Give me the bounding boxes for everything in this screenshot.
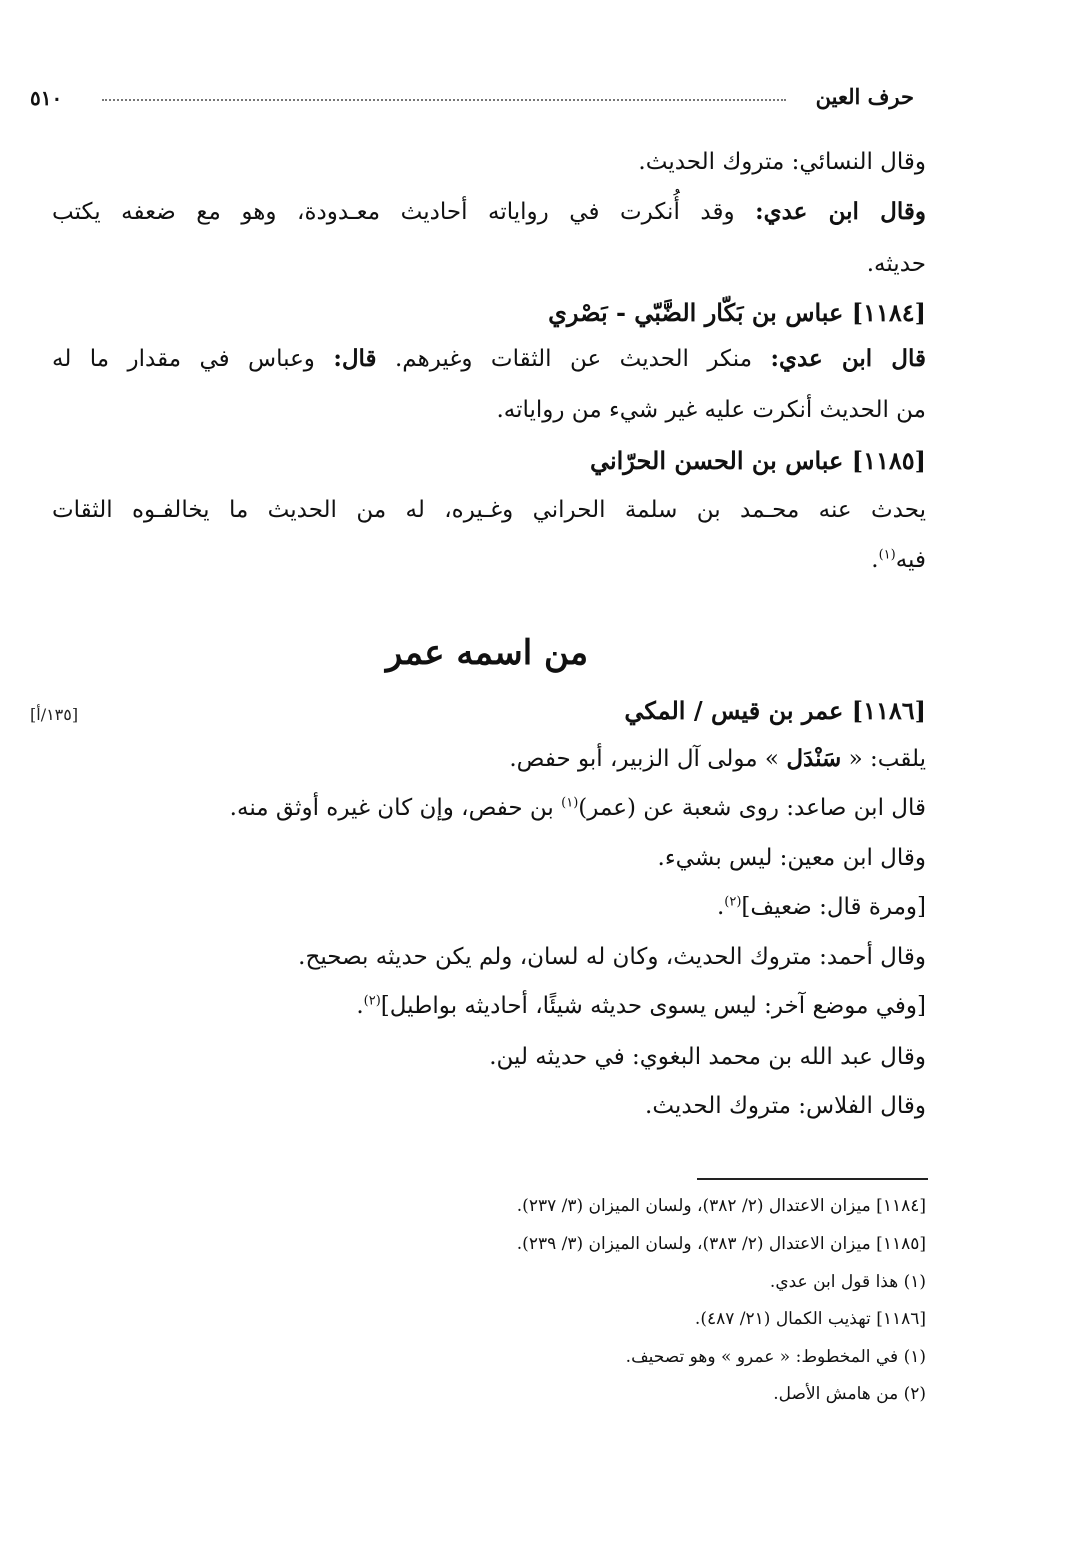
- footnote-ref: (٢): [724, 894, 742, 910]
- footnote-ref: (٢): [363, 993, 381, 1009]
- text-line: وقال ابن معين: ليس بشيء.: [657, 845, 926, 871]
- text-line: [وفي موضع آخر: ليس يسوى حديثه شيئًا، أحاديثه بواطيل]$^{(٢)}$.: [356, 993, 926, 1019]
- footnote-separator: [697, 1178, 928, 1180]
- header-dotted-rule: [102, 99, 786, 101]
- margin-folio-note: [١٣٥/أ]: [30, 705, 79, 724]
- text-line: [ومرة قال: ضعيف]$^{(٢)}$.: [716, 894, 926, 920]
- entry-heading-1184: [١١٨٤] عباس بن بَكّار الضَّبّي - بَصْري: [548, 298, 926, 327]
- text-line: من الحديث أنكرت عليه غير شيء من رواياته.: [496, 397, 926, 423]
- footnote: [١١٨٤] ميزان الاعتدال (٢/ ٣٨٢)، ولسان الميزان (٣/ ٢٣٧).: [516, 1196, 926, 1216]
- text-line: وقال النسائي: متروك الحديث.: [638, 149, 926, 175]
- text-line: يحدث عنه محـمد بن سلمة الحراني وغـيره، له من الحديث ما يخالفـوه الثقات: [52, 497, 926, 523]
- text-line: وقال عبد الله بن محمد البغوي: في حديثه لين.: [489, 1044, 926, 1070]
- text-line: قال ابن عدي: منكر الحديث عن الثقات وغيرهم. قال: وعباس في مقدار ما له: [52, 345, 926, 372]
- footnote-ref: (١): [878, 547, 896, 563]
- text-line: وقال ابن عدي: وقد أُنكرت في رواياته أحاديث معـدودة، وهو مع ضعفه يكتب: [52, 198, 926, 225]
- text-line: حديثه.: [866, 251, 926, 277]
- chapter-title: حرف العين: [815, 84, 914, 109]
- entry-heading-1185: [١١٨٥] عباس بن الحسن الحرّاني: [589, 446, 926, 475]
- footnote-ref: (١): [561, 795, 579, 811]
- text-line: يلقب: « سَنْدَل » مولى آل الزبير، أبو حفص.: [509, 745, 926, 772]
- text-line: وقال أحمد: متروك الحديث، وكان له لسان، ولم يكن حديثه بصحيح.: [298, 944, 926, 970]
- running-header: [30, 80, 914, 120]
- footnote: [١١٨٦] تهذيب الكمال (٢١/ ٤٨٧).: [694, 1309, 926, 1329]
- page-number: ٥١٠: [30, 86, 63, 110]
- text-line: وقال الفلاس: متروك الحديث.: [645, 1093, 926, 1119]
- footnote: [١١٨٥] ميزان الاعتدال (٢/ ٣٨٣)، ولسان الميزان (٣/ ٢٣٩).: [516, 1234, 926, 1254]
- footnote: (١) هذا قول ابن عدي.: [769, 1272, 926, 1292]
- section-heading: من اسمه عمر: [385, 633, 589, 673]
- entry-heading-1186: [١١٨٦] عمر بن قيس / المكي: [624, 696, 926, 725]
- footnote: (٢) من هامش الأصل.: [773, 1384, 926, 1404]
- text-line: قال ابن صاعد: روى شعبة عن (عمر)$^{(١)}$ بن حفص، وإن كان غيره أوثق منه.: [229, 795, 926, 821]
- text-line: فيه$^{(١)}$.: [871, 547, 926, 573]
- footnote: (١) في المخطوط: « عمرو » وهو تصحيف.: [625, 1347, 926, 1367]
